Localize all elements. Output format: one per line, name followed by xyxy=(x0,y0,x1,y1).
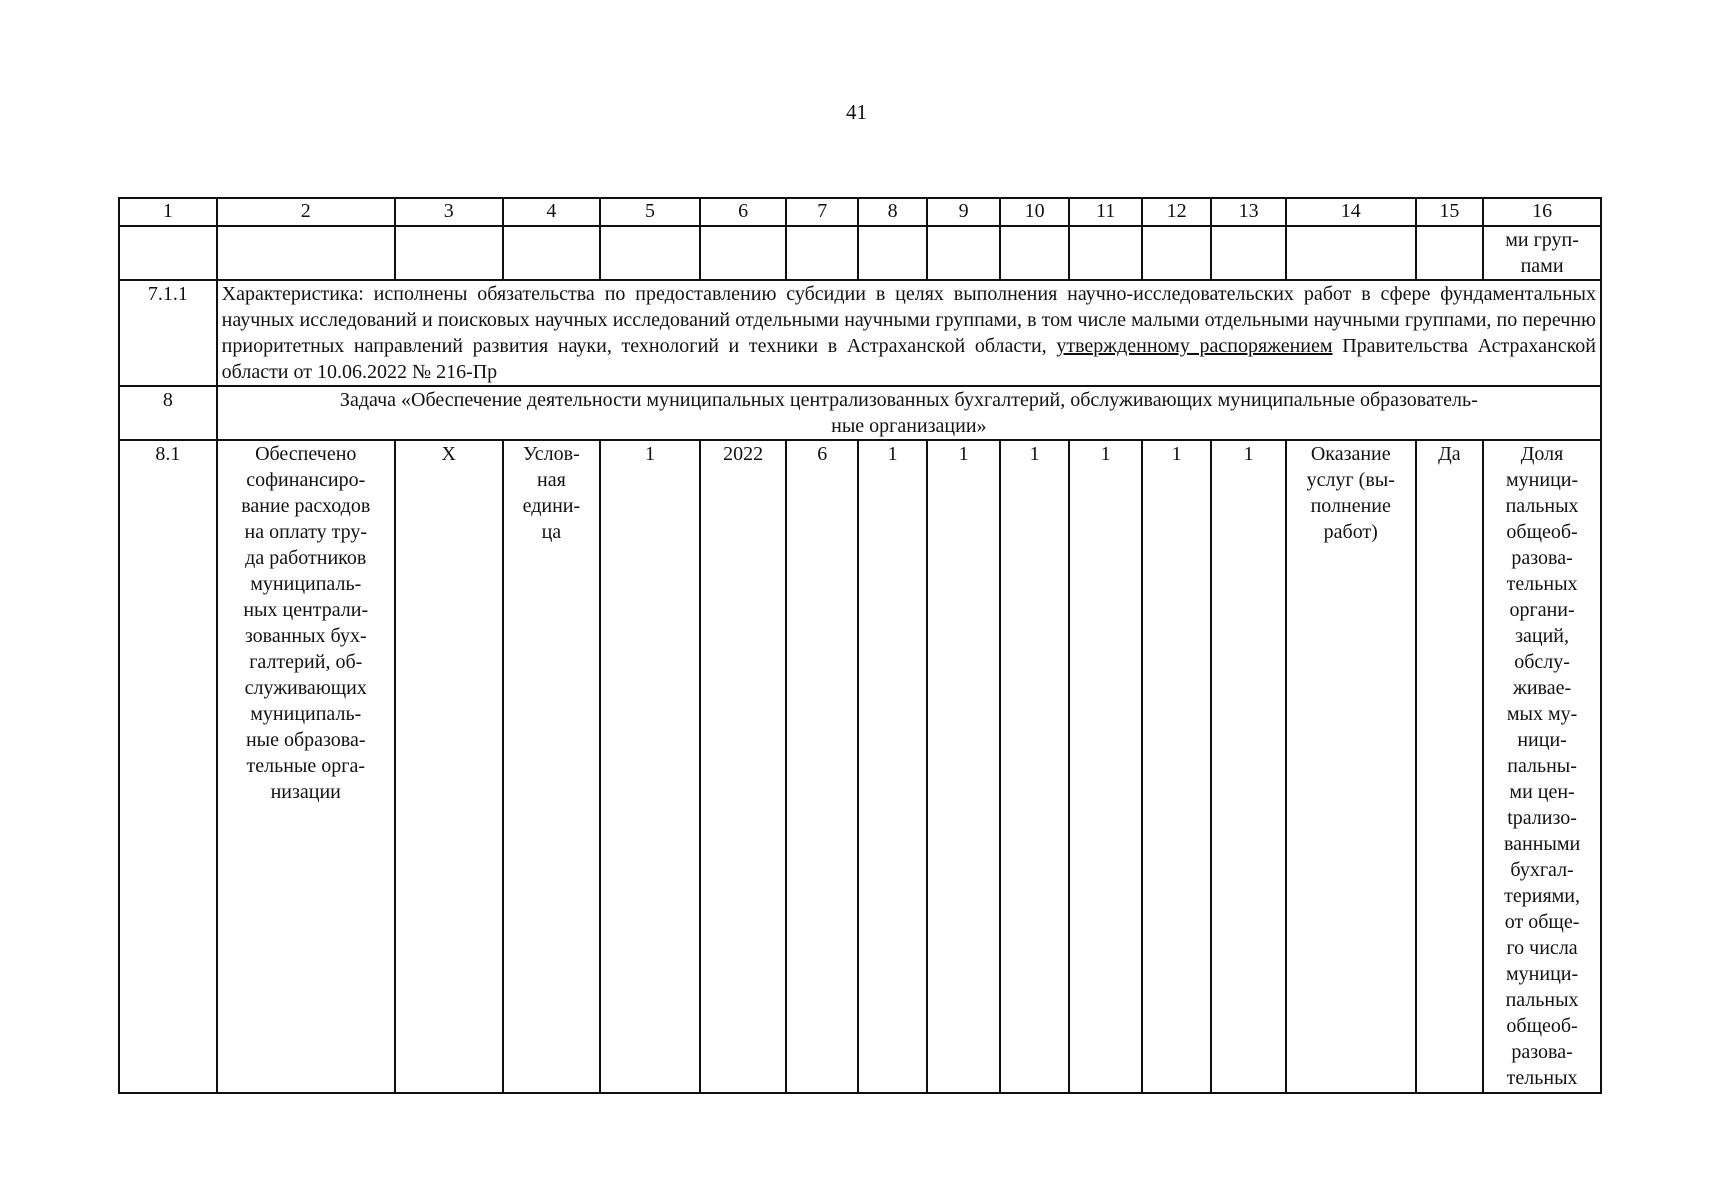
column-number: 12 xyxy=(1142,198,1211,226)
document-table xyxy=(118,197,1602,1094)
column-number: 1 xyxy=(119,198,217,226)
table-cell: 1 xyxy=(1211,440,1286,1093)
column-number: 9 xyxy=(927,198,999,226)
table-cell: 1 xyxy=(600,440,700,1093)
column-number: 15 xyxy=(1416,198,1483,226)
column-number: 7 xyxy=(786,198,857,226)
service-type-cell: Оказание услуг (вы- полнение работ) xyxy=(1286,440,1416,1093)
column-number: 5 xyxy=(600,198,700,226)
column-number: 4 xyxy=(503,198,601,226)
result-name-cell: Обеспечено софинансиро- вание расходов на оплату тру- да работников муниципаль- ных централи- зованных бух- галтерий, об- служивающих муниципаль- ные образова- тельные орга- низации xyxy=(217,440,395,1093)
table-cell: 1 xyxy=(927,440,999,1093)
column-number-row xyxy=(119,198,1601,226)
column-number: 11 xyxy=(1069,198,1141,226)
column-number: 2 xyxy=(217,198,395,226)
row-number: 7.1.1 xyxy=(119,280,217,386)
indicator-cell: Доля муници- пальных общеоб- разова- тельных органи- заций, обслу- живае- мых му- ници- пальны- ми цен- tрализо- ванными бухгал- териями, от обще- го числа муници- пальных общеоб- разова- тельных xyxy=(1483,440,1601,1093)
table-cell: Х xyxy=(395,440,503,1093)
row-number: 8.1 xyxy=(119,440,217,1093)
table-cell: 1 xyxy=(858,440,927,1093)
column-number: 16 xyxy=(1483,198,1601,226)
characteristic-row xyxy=(119,280,1601,386)
table-cell: 6 xyxy=(786,440,857,1093)
column-number: 3 xyxy=(395,198,503,226)
table-cell: 1 xyxy=(1069,440,1141,1093)
continuation-cell-16: ми груп- пами xyxy=(1483,226,1601,280)
row-number: 8 xyxy=(119,386,217,440)
table-cell: Да xyxy=(1416,440,1483,1093)
characteristic-text: Характеристика: исполнены обязательства по предоставлению субсидии в целях выполнения научно-исследовательских работ в сфере фундаментальных научных исследований и поисковых научных исследований отдельными научными группами, в том числе малыми отдельными научными группами, по перечню приоритетных направлений развития науки, технологий и техники в Астраханской области, утвержденному распоряжением Правительства Астраханской области от 10.06.2022 № 216-Пр xyxy=(217,280,1601,386)
data-row xyxy=(119,440,1601,1093)
column-number: 14 xyxy=(1286,198,1416,226)
column-number: 8 xyxy=(858,198,927,226)
page-number: 41 xyxy=(846,100,867,124)
column-number: 6 xyxy=(700,198,787,226)
unit-cell: Услов- ная едини- ца xyxy=(503,440,601,1093)
column-number: 13 xyxy=(1211,198,1286,226)
table-cell: 1 xyxy=(1142,440,1211,1093)
year-cell: 2022 xyxy=(700,440,787,1093)
task-row xyxy=(119,386,1601,440)
continuation-row xyxy=(119,226,1601,280)
task-text: Задача «Обеспечение деятельности муниципальных централизованных бухгалтерий, обслуживающих муниципальные образователь- ные организации» xyxy=(217,386,1601,440)
table-cell: 1 xyxy=(1000,440,1069,1093)
column-number: 10 xyxy=(1000,198,1069,226)
